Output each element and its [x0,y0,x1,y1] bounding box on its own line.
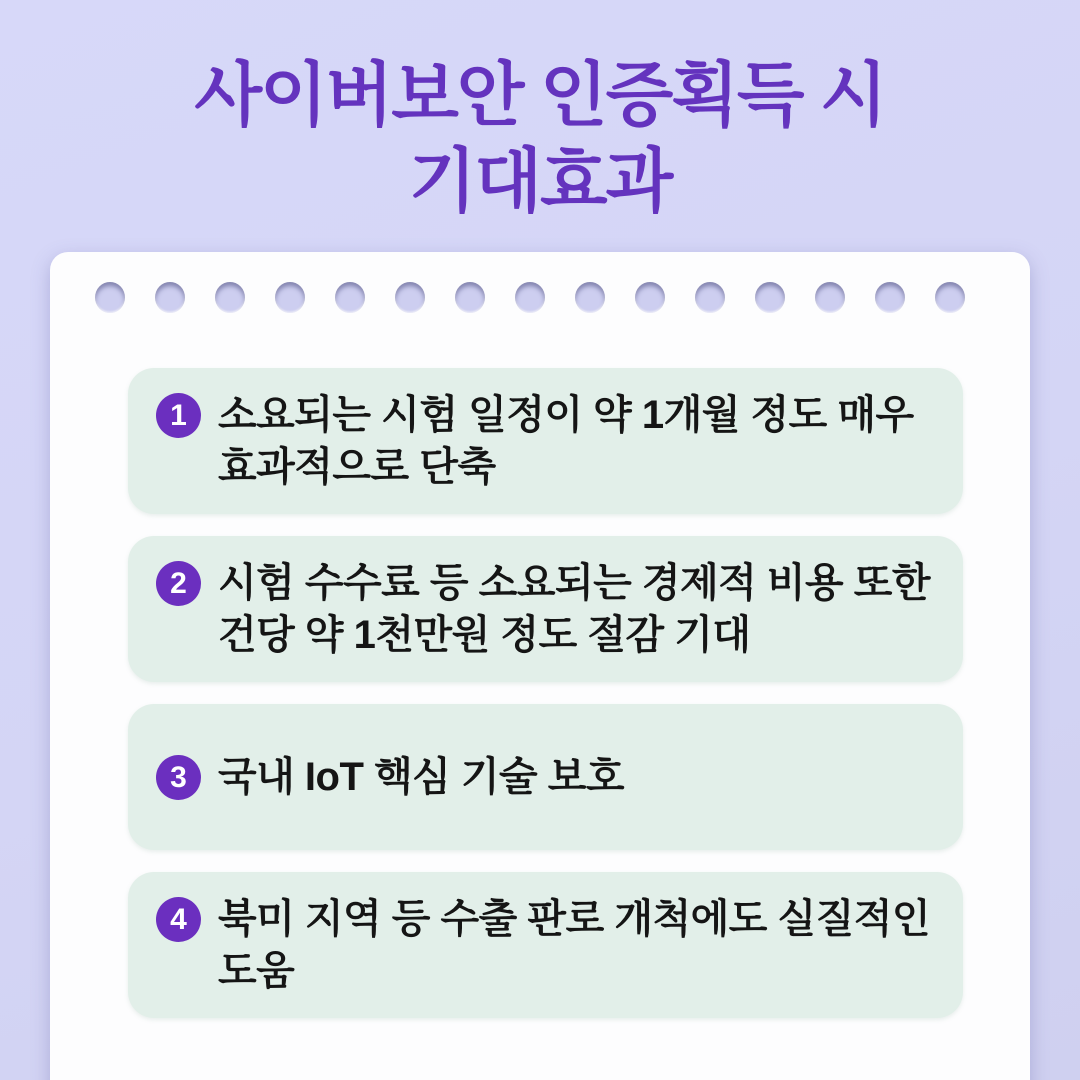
punch-hole [695,282,725,313]
punch-hole [395,282,425,313]
number-badge-4: 4 [156,897,201,942]
number-badge-2: 2 [156,561,201,606]
benefit-text-1: 소요되는 시험 일정이 약 1개월 정도 매우 효과적으로 단축 [218,393,914,489]
punch-hole [635,282,665,313]
page-title-line2: 기대효과 [408,142,672,220]
page-title [0,52,1080,224]
benefit-text-4: 북미 지역 등 수출 판로 개척에도 실질적인 도움 [218,897,931,993]
punch-hole [335,282,365,313]
number-badge-3: 3 [156,755,201,800]
benefit-list [128,368,963,1040]
punch-hole [935,282,965,313]
punch-hole [875,282,905,313]
punch-hole [515,282,545,313]
punch-hole [815,282,845,313]
punch-hole [275,282,305,313]
benefit-text-2: 시험 수수료 등 소요되는 경제적 비용 또한 건당 약 1천만원 정도 절감 기대 [218,561,931,657]
punch-hole [455,282,485,313]
punch-hole [95,282,125,313]
benefit-item-4 [128,872,963,1018]
punch-hole [575,282,605,313]
punch-hole [755,282,785,313]
punch-hole [215,282,245,313]
notepad-card [50,252,1030,1080]
punch-hole [155,282,185,313]
number-badge-1: 1 [156,393,201,438]
benefit-item-1 [128,368,963,514]
page-title-line1: 사이버보안 인증획득 시 [194,56,886,134]
benefit-item-3 [128,704,963,850]
perforation-row [95,282,985,313]
benefit-text-3: 국내 IoT 핵심 기술 보호 [218,755,625,799]
benefit-item-2 [128,536,963,682]
